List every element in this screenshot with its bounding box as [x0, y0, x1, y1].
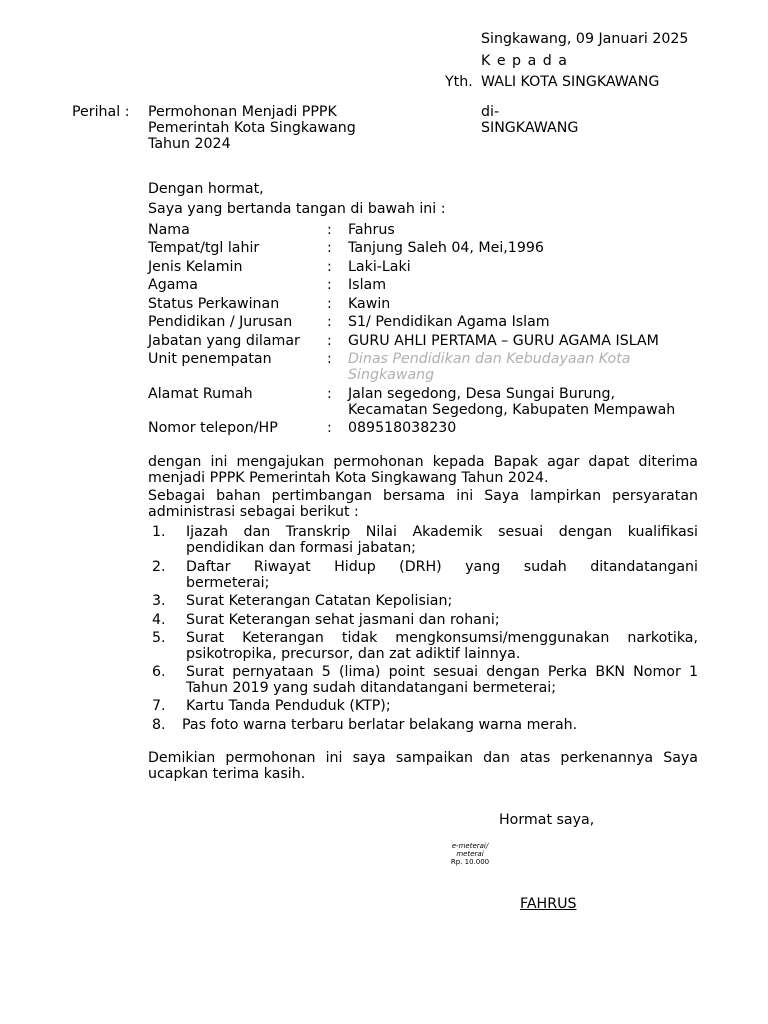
list-item-line-2: pendidikan dan formasi jabatan;	[186, 540, 416, 556]
di-label: di-	[481, 104, 500, 120]
field-colon: :	[327, 277, 332, 293]
recipient: WALI KOTA SINGKAWANG	[481, 74, 660, 90]
field-value: Tanjung Saleh 04, Mei,1996	[348, 240, 544, 256]
field-colon: :	[327, 333, 332, 349]
closing-line-2: ucapkan terima kasih.	[148, 766, 306, 782]
field-label: Alamat Rumah	[148, 386, 253, 402]
list-number: 6.	[152, 664, 166, 680]
body-p1-line-2: menjadi PPPK Pemerintah Kota Singkawang Tahun 2024.	[148, 470, 549, 486]
field-label: Tempat/tgl lahir	[148, 240, 260, 256]
field-colon: :	[327, 240, 332, 256]
place-date: Singkawang, 09 Januari 2025	[481, 31, 689, 47]
field-label: Nama	[148, 222, 190, 238]
list-item-line-1: Ijazah dan Transkrip Nilai Akademik sesuai dengan kualifikasi	[186, 524, 698, 540]
intro-line: Saya yang bertanda tangan di bawah ini :	[148, 201, 446, 217]
field-colon: :	[327, 314, 332, 330]
address-line-2: Kecamatan Segedong, Kabupaten Mempawah	[348, 402, 676, 418]
field-value: GURU AHLI PERTAMA – GURU AGAMA ISLAM	[348, 333, 659, 349]
list-item-line-1: Pas foto warna terbaru berlatar belakang warna merah.	[182, 717, 578, 733]
perihal-label: Perihal :	[72, 104, 130, 120]
stamp-line-3: Rp. 10.000	[450, 858, 490, 866]
unit-placeholder-line-2: Singkawang	[348, 367, 435, 383]
body-p2-line-2: administrasi sebagai berikut :	[148, 504, 359, 520]
list-number: 1.	[152, 524, 166, 540]
field-colon: :	[327, 420, 332, 436]
field-value: S1/ Pendidikan Agama Islam	[348, 314, 550, 330]
field-label: Status Perkawinan	[148, 296, 280, 312]
kepada-label: K e p a d a	[481, 53, 568, 69]
list-item-line-1: Surat Keterangan Catatan Kepolisian;	[186, 593, 453, 609]
perihal-line-2: Pemerintah Kota Singkawang	[148, 120, 356, 136]
field-colon: :	[327, 351, 332, 367]
signer-name: FAHRUS	[520, 896, 577, 912]
list-item-line-1: Surat Keterangan tidak mengkonsumsi/menggunakan narkotika,	[186, 630, 698, 646]
unit-placeholder-line-1: Dinas Pendidikan dan Kebudayaan Kota	[348, 351, 631, 367]
list-number: 4.	[152, 612, 166, 628]
field-colon: :	[327, 259, 332, 275]
list-number: 2.	[152, 559, 166, 575]
list-number: 5.	[152, 630, 166, 646]
list-item-line-2: Tahun 2019 yang sudah ditandatangani bermeterai;	[186, 680, 556, 696]
field-label: Nomor telepon/HP	[148, 420, 278, 436]
field-value: 089518038230	[348, 420, 457, 436]
field-colon: :	[327, 386, 332, 402]
field-label: Unit penempatan	[148, 351, 272, 367]
list-item-line-2: bermeterai;	[186, 575, 270, 591]
field-colon: :	[327, 296, 332, 312]
recipient-city: SINGKAWANG	[481, 120, 579, 136]
field-label: Jabatan yang dilamar	[148, 333, 300, 349]
greeting: Dengan hormat,	[148, 181, 264, 197]
list-item-line-1: Kartu Tanda Penduduk (KTP);	[186, 698, 391, 714]
list-number: 8.	[152, 717, 166, 733]
body-p2-line-1: Sebagai bahan pertimbangan bersama ini Saya lampirkan persyaratan	[148, 488, 698, 504]
list-number: 7.	[152, 698, 166, 714]
field-label: Jenis Kelamin	[148, 259, 243, 275]
perihal-line-3: Tahun 2024	[148, 136, 231, 152]
field-label: Pendidikan / Jurusan	[148, 314, 293, 330]
yth-label: Yth.	[445, 74, 473, 90]
field-value: Laki-Laki	[348, 259, 411, 275]
stamp-line-1: e-meterai/	[451, 842, 489, 850]
closing-line-1: Demikian permohonan ini saya sampaikan dan atas perkenannya Saya	[148, 750, 698, 766]
field-value: Fahrus	[348, 222, 395, 238]
regards: Hormat saya,	[499, 812, 595, 828]
field-label: Agama	[148, 277, 198, 293]
field-value: Kawin	[348, 296, 391, 312]
field-value: Islam	[348, 277, 387, 293]
perihal-line-1: Permohonan Menjadi PPPK	[148, 104, 337, 120]
body-p1-line-1: dengan ini mengajukan permohonan kepada Bapak agar dapat diterima	[148, 454, 698, 470]
list-item-line-1: Surat pernyataan 5 (lima) point sesuai dengan Perka BKN Nomor 1	[186, 664, 698, 680]
list-item-line-2: psikotropika, precursor, dan zat adiktif lainnya.	[186, 646, 521, 662]
stamp-line-2: meterai	[456, 850, 484, 858]
address-line-1: Jalan segedong, Desa Sungai Burung,	[348, 386, 616, 402]
list-item-line-1: Surat Keterangan sehat jasmani dan rohani;	[186, 612, 500, 628]
list-item-line-1: Daftar Riwayat Hidup (DRH) yang sudah ditandatangani	[186, 559, 698, 575]
field-colon: :	[327, 222, 332, 238]
list-number: 3.	[152, 593, 166, 609]
